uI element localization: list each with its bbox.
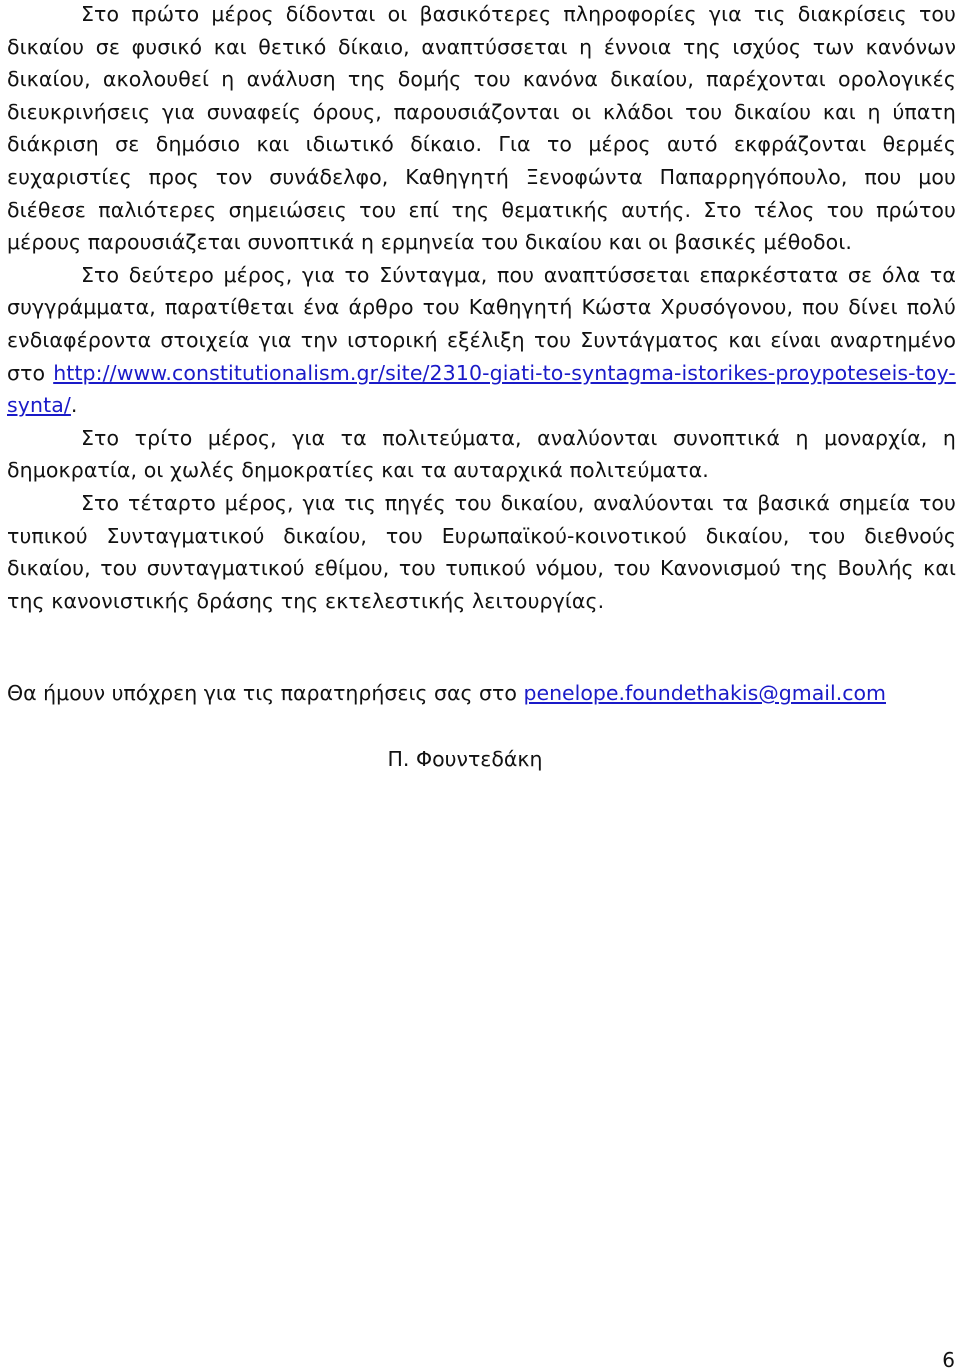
contact-line [7,677,886,709]
paragraph-part-two-end: . [70,393,78,418]
contact-text: Θα ήμουν υπόχρεη για τις παρατηρήσεις σας στο [7,681,517,705]
document-body [7,0,956,617]
signature-block [0,743,960,775]
paragraph-part-four: Στο τέταρτο μέρος, για τις πηγές του δικαίου, αναλύονται τα βασικά σημεία του τυπικού Συνταγματικού δικαίου, του Ευρωπαϊκού-κοινοτικού δικαίου, του διεθνούς δικαίου, του συνταγματικού εθίμου, του τυπικού νόμου, του Κανονισμού της Βουλής και της κανονιστικής δράσης της εκτελεστικής λειτουργίας. [7,490,956,613]
constitutionalism-link[interactable]: http://www.constitutionalism.gr/site/2310-giati-to-syntagma-istorikes-proypoteseis-toy-synta/ [7,360,956,418]
paragraph-part-one: Στο πρώτο μέρος δίδονται οι βασικότερες πληροφορίες για τις διακρίσεις του δικαίου σε φυσικό και θετικό δίκαιο, αναπτύσσεται η έννοια της ισχύος των κανόνων δικαίου, ακολουθεί η ανάλυση της δομής του κανόνα δικαίου, παρέχονται ορολογικές διευκρινήσεις για συναφείς όρους, παρουσιάζονται οι κλάδοι του δικαίου και η ύπατη διάκριση σε δημόσιο και ιδιωτικό δίκαιο. Για το μέρος αυτό εκφράζονται θερμές ευχαριστίες προς τον συνάδελφο, Καθηγητή Ξενοφώντα Παπαρρηγόπουλο, που μου διέθεσε παλιότερες σημειώσεις του επί της θεματικής αυτής. Στο τέλος του πρώτου μέρους παρουσιάζεται συνοπτικά η ερμηνεία του δικαίου και οι βασικές μέθοδοι. [7,2,956,255]
page-number: 6 [942,1348,955,1372]
paragraph-part-two-text: Στο δεύτερο μέρος, για το Σύνταγμα, που αναπτύσσεται επαρκέστατα σε όλα τα συγγράμματα, παρατίθεται ένα άρθρο του Καθηγητή Κώστα Χρυσόγονου, που δίνει πολύ ενδιαφέροντα στοιχεία για την ιστορική εξέλιξη του Συντάγματος και είναι αναρτημένο στο [7,262,956,385]
paragraph-part-two [7,259,956,422]
signature: Π. Φουντεδάκη [387,747,543,771]
paragraph-part-three: Στο τρίτο μέρος, για τα πολιτεύματα, αναλύονται συνοπτικά η μοναρχία, η δημοκρατία, οι χωλές δημοκρατίες και τα αυταρχικά πολιτεύματα. [7,425,956,483]
email-link[interactable]: penelope.foundethakis@gmail.com [523,681,886,705]
